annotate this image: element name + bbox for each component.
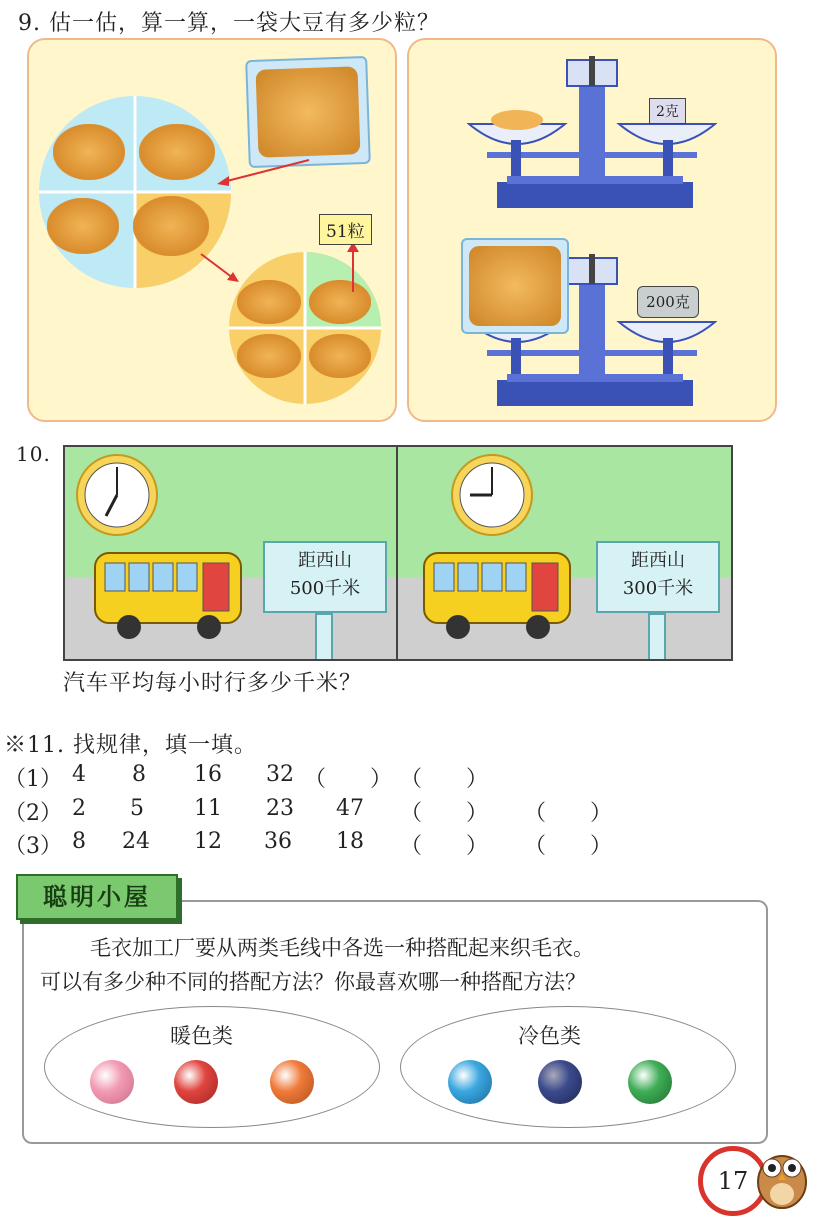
answer-blank[interactable]: （ ） xyxy=(400,767,489,792)
bean-pile xyxy=(237,334,301,378)
smart-room-line-1: 毛衣加工厂要从两类毛线中各选一种搭配起来织毛衣。 xyxy=(90,936,594,960)
bean-pile xyxy=(133,196,209,256)
seq-value: 18 xyxy=(336,829,364,854)
bus-scene-left xyxy=(63,445,400,661)
sign-pole xyxy=(315,613,333,661)
yarn-ball-icon xyxy=(538,1060,582,1104)
answer-blank[interactable]: （ ） xyxy=(304,767,393,792)
weight-2g: 2克 xyxy=(649,98,686,124)
scale-panel xyxy=(407,38,777,422)
q11-title: ※11. 找规律，填一填。 xyxy=(4,733,257,758)
seq-value: 47 xyxy=(336,796,364,821)
yarn-ball-icon xyxy=(628,1060,672,1104)
bean-bag xyxy=(461,238,569,334)
bean-estimation-panel xyxy=(27,38,397,422)
bean-count-tag: 51粒 xyxy=(319,214,372,245)
yarn-ball-icon xyxy=(448,1060,492,1104)
bus-icon xyxy=(91,543,249,643)
answer-blank[interactable]: （ ） xyxy=(400,834,489,859)
smart-room-box xyxy=(22,900,768,1144)
seq-value: 8 xyxy=(72,829,86,854)
yarn-ball-icon xyxy=(174,1060,218,1104)
yarn-ball-icon xyxy=(90,1060,134,1104)
seq-value: 32 xyxy=(266,762,294,787)
q9-title: 9. 估一估，算一算，一袋大豆有多少粒？ xyxy=(18,11,440,36)
bean-pile xyxy=(47,198,119,254)
q10-number: 10. xyxy=(16,442,51,466)
seq-value: 11 xyxy=(194,796,222,821)
bean-pile xyxy=(53,124,125,180)
weight-200g: 200克 xyxy=(637,286,699,318)
bus-icon xyxy=(420,543,578,643)
seq-value: 5 xyxy=(130,796,144,821)
smart-room-title: 聪明小屋 xyxy=(16,874,178,920)
smart-room-line-2: 可以有多少种不同的搭配方法？你最喜欢哪一种搭配方法？ xyxy=(40,970,586,994)
clock-icon xyxy=(75,453,159,537)
answer-blank[interactable]: （ ） xyxy=(524,834,613,859)
arrow-up-icon xyxy=(343,240,363,296)
seq-value: 4 xyxy=(72,762,86,787)
seq-value: 36 xyxy=(264,829,292,854)
row-label: （1） xyxy=(4,767,62,792)
balance-scale xyxy=(467,52,717,212)
yarn-ball-icon xyxy=(270,1060,314,1104)
q10-question: 汽车平均每小时行多少千米？ xyxy=(63,671,363,696)
distance-value: 300千米 xyxy=(622,578,694,599)
distance-sign xyxy=(263,541,387,613)
clock-icon xyxy=(450,453,534,537)
sign-pole xyxy=(648,613,666,661)
distance-sign xyxy=(596,541,720,613)
owl-icon xyxy=(752,1140,812,1210)
seq-value: 12 xyxy=(194,829,222,854)
answer-blank[interactable]: （ ） xyxy=(400,801,489,826)
seq-value: 8 xyxy=(132,762,146,787)
row-label: （2） xyxy=(4,801,62,826)
arrow-icon xyxy=(197,250,247,290)
sign-label: 距西山 xyxy=(298,550,352,571)
page-number: 17 xyxy=(717,1167,749,1195)
bus-scene-right xyxy=(396,445,733,661)
distance-value: 500千米 xyxy=(289,578,361,599)
seq-value: 16 xyxy=(194,762,222,787)
seq-value: 24 xyxy=(122,829,150,854)
warm-label: 暖色类 xyxy=(170,1024,233,1048)
cool-label: 冷色类 xyxy=(518,1024,581,1048)
sign-label: 距西山 xyxy=(631,550,685,571)
bean-pile xyxy=(139,124,215,180)
answer-blank[interactable]: （ ） xyxy=(524,801,613,826)
seq-value: 23 xyxy=(266,796,294,821)
seq-value: 2 xyxy=(72,796,86,821)
arrow-icon xyxy=(209,152,319,192)
row-label: （3） xyxy=(4,834,62,859)
bean-pile xyxy=(309,334,371,378)
